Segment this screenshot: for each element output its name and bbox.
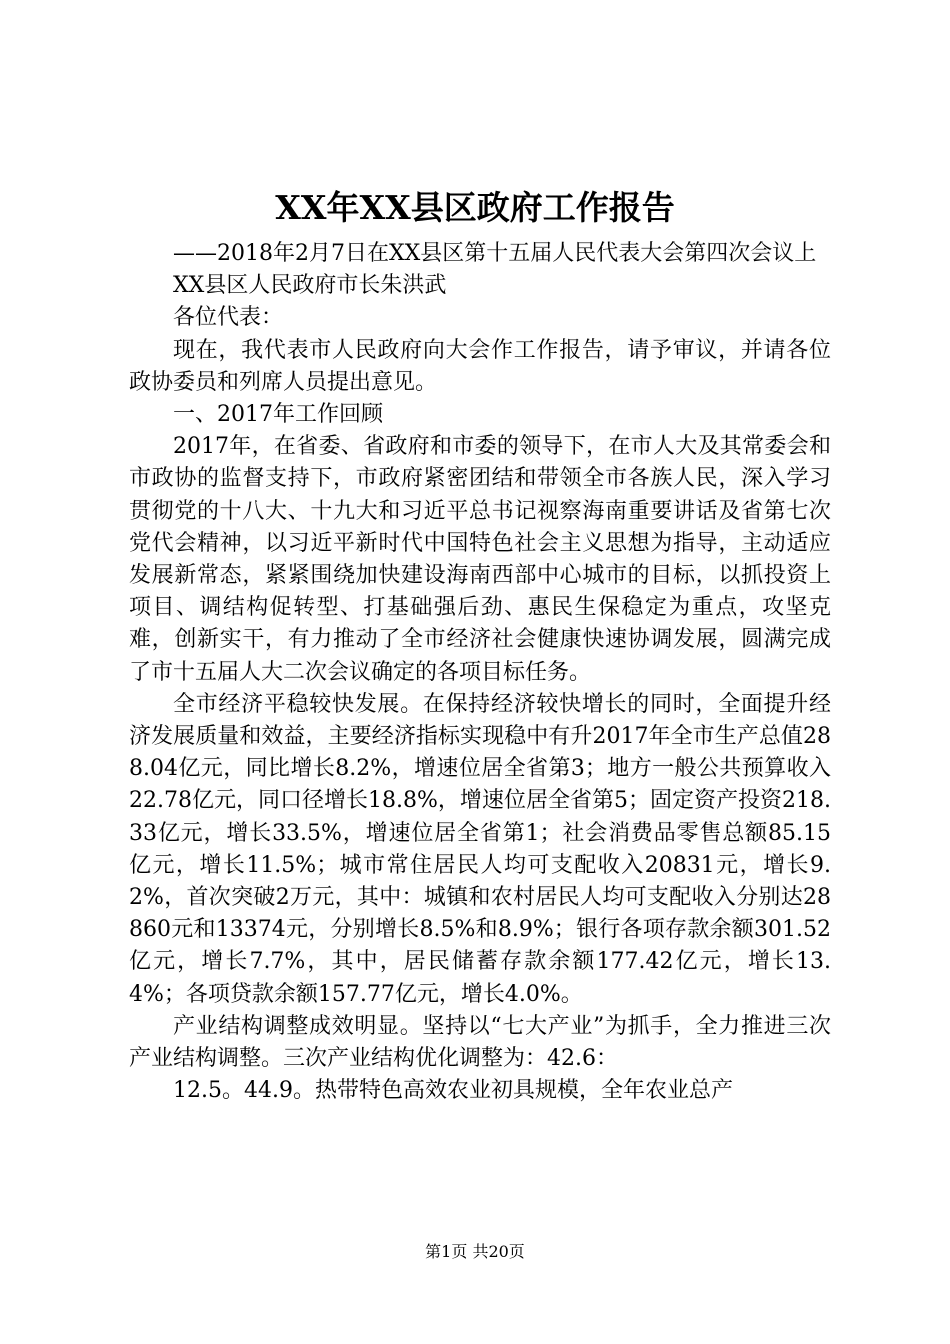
body-paragraph: 2017年，在省委、省政府和市委的领导下，在市人大及其常委会和市政协的监督支持下，市政府紧密团结和带领全市各族人民，深入学习贯彻党的十八大、十九大和习近平总书记视察海南重要讲话及省第七次党代会精神，以习近平新时代中国特色社会主义思想为指导，主动适应发展新常态，紧紧围绕加快建设海南西部中心城市的目标，以抓投资上项目、调结构促转型、打基础强后劲、惠民生保稳定为重点，攻坚克难，创新实干，有力推动了全市经济社会健康快速协调发展，圆满完成了市十五届人大二次会议确定的各项目标任务。: [129, 434, 831, 685]
body-paragraph: 12.5。44.9。热带特色高效农业初具规模，全年农业总产: [173, 1078, 733, 1104]
subtitle-paragraph: ——2018年2月7日在XX县区第十五届人民代表大会第四次会议上: [173, 241, 817, 266]
salutation: 各位代表：: [173, 305, 284, 331]
document-body: [129, 238, 831, 1107]
document-title: XX年XX县区政府工作报告: [275, 188, 675, 227]
body-paragraph: 产业结构调整成效明显。坚持以“七大产业”为抓手，全力推进三次产业结构调整。三次产业结构优化调整为：42.6：: [129, 1013, 831, 1072]
author-line: XX县区人民政府市长朱洪武: [173, 273, 447, 299]
body-paragraph: 现在，我代表市人民政府向大会作工作报告，请予审议，并请各位政协委员和列席人员提出意见。: [129, 337, 831, 395]
section-heading: 一、2017年工作回顾: [173, 402, 383, 428]
body-paragraph: 全市经济平稳较快发展。在保持经济较快增长的同时，全面提升经济发展质量和效益，主要经济指标实现稳中有升2017年全市生产总值288.04亿元，同比增长8.2%，增速位居全省第3；地方一般公共预算收入22.78亿元，同口径增长18.8%，增速位居全省第5；固定资产投资218.33亿元，增长33.5%，增速位居全省第1；社会消费品零售总额85.15亿元，增长11.5%；城市常住居民人均可支配收入20831元，增长9.2%，首次突破2万元，其中：城镇和农村居民人均可支配收入分别达28860元和13374元，分别增长8.5%和8.9%；银行各项存款余额301.52亿元，增长7.7%，其中，居民储蓄存款余额177.42亿元，增长13.4%；各项贷款余额157.77亿元，增长4.0%。: [129, 691, 831, 1007]
page-footer: 第1页 共20页: [425, 1242, 525, 1261]
